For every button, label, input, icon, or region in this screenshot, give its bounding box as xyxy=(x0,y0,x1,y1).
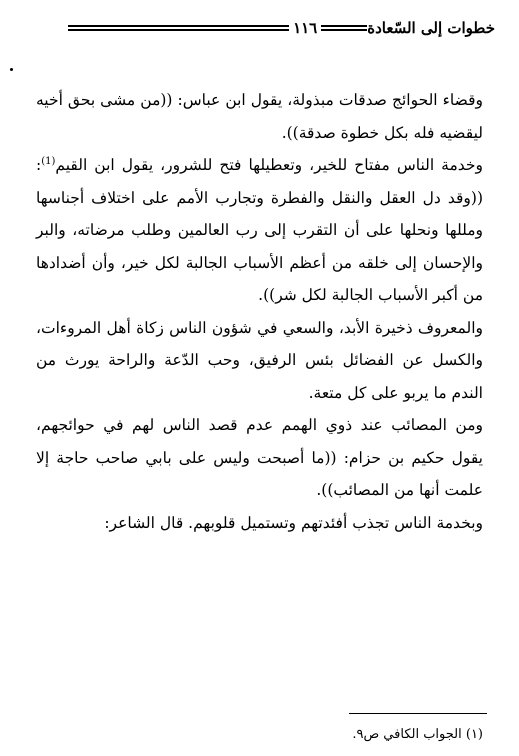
footnote-marker: (1) xyxy=(41,155,56,167)
running-title: خطوات إلى السّعادة xyxy=(367,19,495,37)
footnote: (١) الجواب الكافي ص٩. xyxy=(352,727,483,742)
paragraph-1: وقضاء الحوائج صدقات مبذولة، يقول ابن عباس: ((من مشى بحق أخيه ليقضيه فله بكل خطوة صدقة)). xyxy=(36,91,483,142)
body-text xyxy=(36,84,483,539)
paragraph-2-text-before: وخدمة الناس مفتاح للخير، وتعطيلها فتح للشرور، يقول ابن القيم xyxy=(55,156,483,174)
paragraph-3: والمعروف ذخيرة الأبد، والسعي في شؤون الناس زكاة أهل المروءات، والكسل عن الفضائل بئس الرفيق، وحب الدّعة والراحة يورث من الندم ما يربو على كل متعة. xyxy=(36,318,483,402)
paragraph-2-text-after: : ((وقد دل العقل والنقل والفطرة وتجارب الأمم على اختلاف أجناسها ومللها ونحلها على أن التقرب إلى رب العالمين وطلب مرضاته، والبر والإحسان إلى خلقه من أعظم الأسباب الجالبة لكل خير، وأن أضدادها من أكبر الأسباب الجالبة لكل شر)). xyxy=(36,156,483,304)
footnote-separator xyxy=(349,713,487,714)
paragraph-4: ومن المصائب عند ذوي الهمم عدم قصد الناس لهم في حوائجهم، يقول حكيم بن حزام: ((ما أصبحت وليس على بابي صاحب حاجة إلا علمت أنها من المصائب)). xyxy=(36,416,483,499)
paragraph-5: وبخدمة الناس تجذب أفئدتهم وتستميل قلوبهم. قال الشاعر: xyxy=(104,513,483,532)
paragraph-2 xyxy=(36,149,483,312)
page-number: ١١٦ xyxy=(293,19,318,37)
page-header xyxy=(68,16,495,40)
header-rule-long xyxy=(68,25,289,31)
header-rule-short xyxy=(321,25,367,31)
stray-mark xyxy=(10,68,13,71)
